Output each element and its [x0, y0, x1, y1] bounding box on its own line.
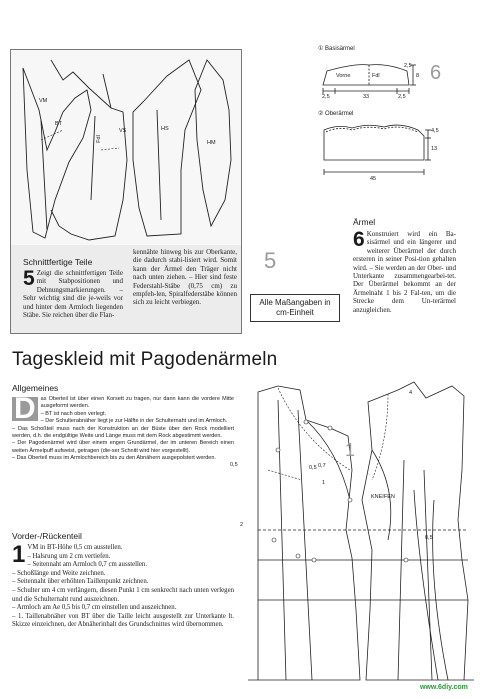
main-heading: Tageskleid mit Pagodenärmeln: [12, 349, 278, 370]
aermel-step: 6: [353, 228, 365, 251]
schnitt-col1: 5 Zeigt die schnittfertigen Teile mit Stabpositionen und Dehnungsmarkierungen. – Sehr wichtig sind die je-weils vor und hinter dem Armloch liegenden Stäbe. Sie reichen über die Flan-: [23, 267, 123, 320]
m-8: 8: [416, 73, 420, 79]
vorder-first: VM in BT-Höhe 0,5 cm ausstellen.: [27, 544, 123, 551]
vorder-item: – Seitennaht über erhöhten Taillenpunkt zeichnen.: [12, 578, 149, 586]
basis-aermel-drawing: [315, 55, 425, 100]
m-0-5-a: 0,5: [230, 462, 238, 468]
label-vs: VS: [119, 128, 127, 134]
fig2-title: ② Oberärmel: [318, 111, 354, 117]
allgemeines-item: – Der Schulterabnäher liegt je zur Hälfte in der Schulternaht und im Armloch.: [40, 418, 228, 425]
vorder-item: – Seitennaht am Armloch 0,7 cm ausstellen.: [27, 561, 148, 569]
m-13: 13: [431, 146, 438, 152]
allgemeines-body: [12, 392, 234, 463]
schnitt-step: 5: [23, 267, 35, 290]
label-hm: HM: [207, 140, 216, 146]
schnitt-text-panel: [10, 245, 242, 334]
figure-number-6: 6: [430, 62, 442, 84]
label-vorne: Vorne: [336, 73, 351, 79]
schnitt-col2: kennähte hinweg bis zur Oberkante, die dadurch stabi-lisiert wird. Somit kann der Ärmel den Träger nicht nach unten ziehen. – Hier sind feste Federstahl-Stäbe (0,75 cm) zu empfeh-len, Spiralfederstäbe können sich zu leicht verbiegen.: [133, 248, 237, 307]
fig1-title: ① Basisärmel: [318, 46, 355, 52]
allgemeines-drop: D: [14, 392, 36, 425]
allgemeines-title: Allgemeines: [12, 383, 59, 393]
label-fdl-sleeve: Fdl: [372, 73, 380, 79]
vorder-title: Vorder-/Rückenteil: [12, 531, 82, 541]
m-0-5-c: 0,5: [425, 535, 433, 541]
label-vm: VM: [39, 98, 48, 104]
measure-note-box: Alle Maßangaben in cm-Einheit: [250, 294, 340, 322]
m-4: 4: [409, 390, 413, 396]
m-2-5-top: 2,5: [404, 63, 412, 69]
pattern-pieces-figure: [10, 49, 242, 247]
vorder-step: 1: [12, 541, 26, 568]
vorder-item: – Halsrung um 2 cm vertiefen.: [27, 552, 111, 560]
bodice-pattern-drawing: [238, 380, 478, 685]
allgemeines-item: – Das Oberteil muss im Armlochbereich bis zu den Abnähern ausgepolstert werden.: [12, 455, 216, 462]
vorder-body: [12, 541, 234, 630]
m-2: 2: [240, 522, 244, 528]
m-2-5-right: 2,5: [398, 94, 406, 100]
label-hs: HS: [161, 126, 169, 132]
figure-number-5: 5: [264, 248, 277, 273]
allgemeines-item: – Das Schoßteil muss nach der Konstruktion an der Büste über den Rock modelliert werden, d.h. die endgültige Weite und Länge muss mit dem Rock abgestimmt werden.: [12, 425, 234, 440]
m-2-5-left: 2,5: [322, 94, 330, 100]
schnitt-title: Schnittfertige Teile: [23, 257, 93, 267]
label-fdl: Fdl: [95, 135, 102, 143]
allgemeines-item: – Der Pagodenärmel wird über einem engen Grundärmel, der im unteren Bereich einen weiten Ärmelpuff aufweist, getragen (die-ser Schnitt wird hier vorgestellt).: [12, 440, 234, 454]
label-bt: BT: [55, 121, 63, 127]
pattern-pieces-drawing: [11, 50, 241, 246]
m-0-7: 0,7: [318, 463, 326, 469]
vorder-item: – 1. Taillenabnäher von BT über die Taille leicht ausgestellt zur Unterkante lt. Skizze einzeichnen, der Abnäherinhalt des Grundschnittes wird übernommen.: [12, 612, 234, 629]
vorder-item: – Armloch am Ae 0,5 bis 0,7 cm einstellen und auszeichnen.: [12, 604, 177, 612]
watermark: www.6diy.com: [420, 684, 468, 691]
allgemeines-intro: as Oberteil ist über einen Korsett zu tragen, nur dann kann die vordere Mitte ausgeformt werden.: [40, 396, 234, 410]
m-0-5-b: 0,5: [309, 465, 317, 471]
aermel-body: 6 Konstruiert wird ein Ba-sisärmel und ein längerer und weiterer Überärmel der durch ersteren in seiner Posi-tion gehalten wird. – Sie werden an der Ober- und Unterkante zusammengearbei-tet. Der Überärmel bekommt an der Ärmelnaht 1 bis 2 Fal-ten, um die Strecke dem Un-terärmel anzugleichen.: [353, 228, 456, 314]
m-45: 45: [370, 176, 377, 182]
m-1: 1: [322, 480, 326, 486]
figure-number-1: 1: [345, 440, 356, 460]
label-kneifen: KNEIFEN: [371, 494, 395, 500]
m-33: 33: [363, 94, 370, 100]
ober-aermel-drawing: [318, 118, 438, 180]
vorder-item: – Schoßlänge und Weite zeichnen.: [12, 569, 106, 577]
aermel-title: Ärmel: [353, 217, 376, 227]
m-4-5: 4,5: [431, 128, 439, 134]
vorder-item: – Schulter um 4 cm verlängern, diesen Punkt 1 cm senkrecht nach unten verlegen und die Schulternaht rund auszeichnen.: [12, 586, 234, 603]
allgemeines-item: – BT ist nach oben verlegt.: [40, 410, 106, 417]
